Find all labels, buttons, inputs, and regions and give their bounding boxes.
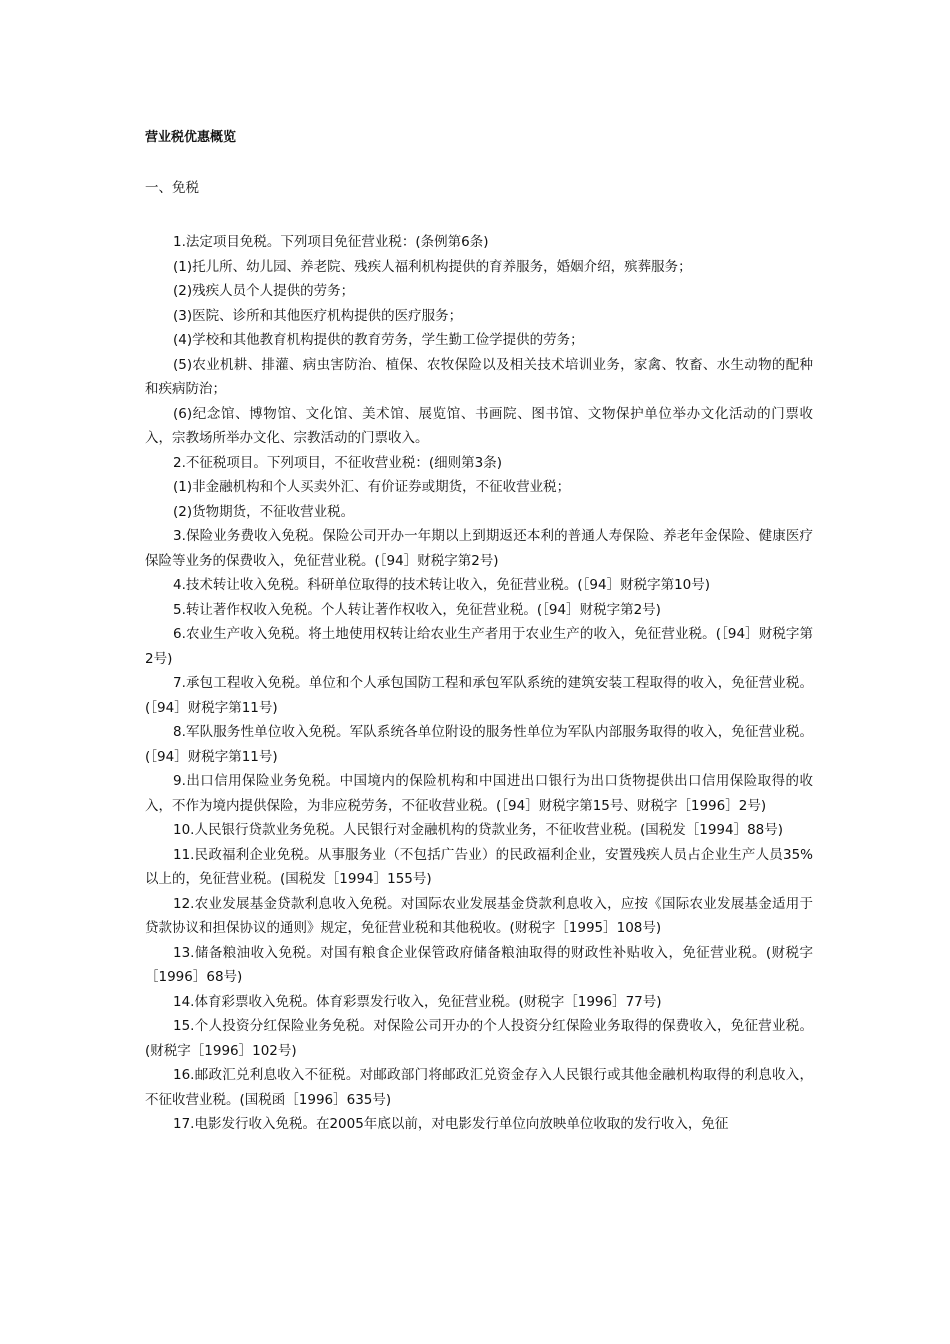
paragraph: 4.技术转让收入免税。科研单位取得的技术转让收入，免征营业税。(［94］财税字第10号)	[173, 577, 711, 593]
paragraph: 16.邮政汇兑利息收入不征税。对邮政部门将邮政汇兑资金存入人民银行或其他金融机构取得的利息收入，不征收营业税。(国税函［1996］635号)	[145, 1067, 813, 1108]
paragraph: (2)残疾人员个人提供的劳务；	[173, 283, 355, 299]
paragraph: (5)农业机耕、排灌、病虫害防治、植保、农牧保险以及相关技术培训业务，家禽、牧畜、水生动物的配种和疾病防治；	[145, 356, 813, 397]
paragraph: 9.出口信用保险业务免税。中国境内的保险机构和中国进出口银行为出口货物提供出口信用保险取得的收入，不作为境内提供保险，为非应税劳务，不征收营业税。(［94］财税字第15号、财税字［1996］2号)	[145, 773, 813, 814]
paragraph: (4)学校和其他教育机构提供的教育劳务，学生勤工俭学提供的劳务；	[173, 332, 584, 348]
paragraph: 6.农业生产收入免税。将土地使用权转让给农业生产者用于农业生产的收入，免征营业税。(［94］财税字第2号)	[145, 626, 813, 667]
paragraph: 12.农业发展基金贷款利息收入免税。对国际农业发展基金贷款利息收入，应按《国际农业发展基金适用于贷款协议和担保协议的通则》规定，免征营业税和其他税收。(财税字［1995］108号)	[145, 895, 813, 936]
paragraph: 5.转让著作权收入免税。个人转让著作权收入，免征营业税。(［94］财税字第2号)	[173, 601, 661, 618]
paragraph-list	[145, 230, 813, 1137]
paragraph: 8.军队服务性单位收入免税。军队系统各单位附设的服务性单位为军队内部服务取得的收入，免征营业税。(［94］财税字第11号)	[145, 724, 813, 765]
document-title: 营业税优惠概览	[145, 130, 237, 145]
paragraph: 14.体育彩票收入免税。体育彩票发行收入，免征营业税。(财税字［1996］77号)	[173, 993, 662, 1010]
paragraph: 3.保险业务费收入免税。保险公司开办一年期以上到期返还本利的普通人寿保险、养老年金保险、健康医疗保险等业务的保费收入，免征营业税。(［94］财税字第2号)	[145, 528, 813, 569]
paragraph: (2)货物期货，不征收营业税。	[173, 503, 355, 520]
paragraph: 1.法定项目免税。下列项目免征营业税：(条例第6条)	[173, 234, 489, 250]
paragraph: 13.储备粮油收入免税。对国有粮食企业保管政府储备粮油取得的财政性补贴收入，免征营业税。(财税字［1996］68号)	[145, 944, 813, 985]
paragraph: (1)非金融机构和个人买卖外汇、有价证券或期货，不征收营业税；	[173, 479, 571, 495]
paragraph: 7.承包工程收入免税。单位和个人承包国防工程和承包军队系统的建筑安装工程取得的收入，免征营业税。(［94］财税字第11号)	[145, 675, 813, 716]
paragraph: (6)纪念馆、博物馆、文化馆、美术馆、展览馆、书画院、图书馆、文物保护单位举办文化活动的门票收入，宗教场所举办文化、宗教活动的门票收入。	[145, 405, 813, 446]
paragraph: (3)医院、诊所和其他医疗机构提供的医疗服务；	[173, 307, 463, 324]
paragraph: (1)托儿所、幼儿园、养老院、残疾人福利机构提供的育养服务，婚姻介绍，殡葬服务；	[173, 258, 692, 275]
section-heading: 一、免税	[145, 180, 199, 196]
document-page	[145, 128, 813, 1137]
paragraph: 10.人民银行贷款业务免税。人民银行对金融机构的贷款业务，不征收营业税。(国税发［1994］88号)	[173, 822, 784, 838]
paragraph: 17.电影发行收入免税。在2005年底以前，对电影发行单位向放映单位收取的发行收入，免征	[173, 1116, 729, 1132]
paragraph: 2.不征税项目。下列项目，不征收营业税：(细则第3条)	[173, 454, 503, 471]
paragraph: 11.民政福利企业免税。从事服务业（不包括广告业）的民政福利企业，安置残疾人员占企业生产人员35%以上的，免征营业税。(国税发［1994］155号)	[145, 846, 813, 887]
paragraph: 15.个人投资分红保险业务免税。对保险公司开办的个人投资分红保险业务取得的保费收入，免征营业税。(财税字［1996］102号)	[145, 1018, 813, 1059]
